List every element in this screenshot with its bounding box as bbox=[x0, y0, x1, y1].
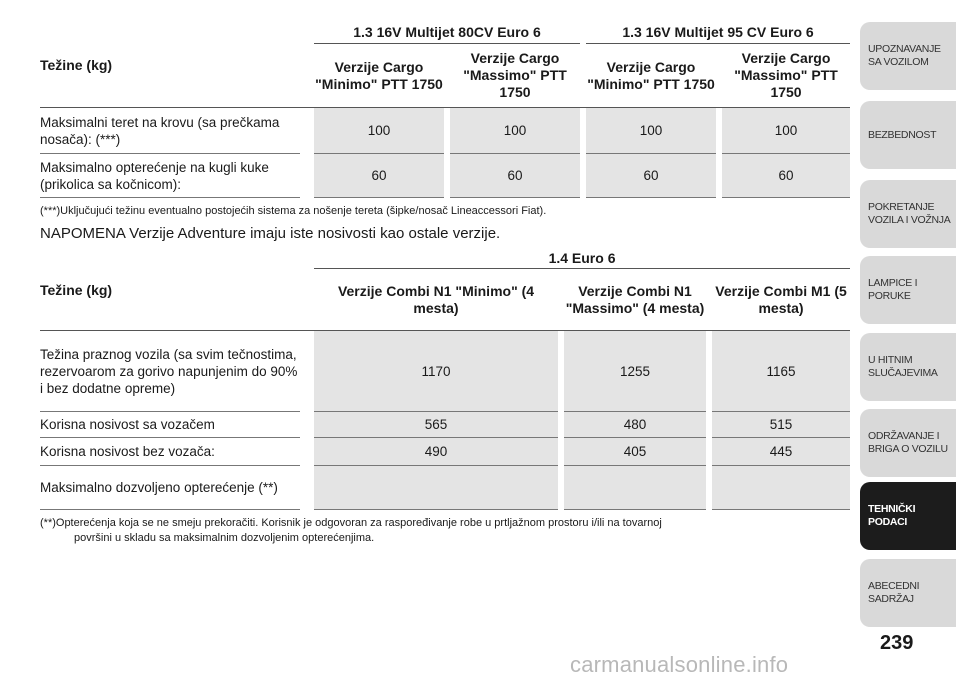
weights-table-cargo bbox=[40, 22, 850, 198]
engine-group-header: 1.3 16V Multijet 95 CV Euro 6 bbox=[586, 22, 850, 44]
value-cell bbox=[314, 466, 558, 510]
value-cell: 1255 bbox=[564, 331, 706, 412]
tab-hitni-slucajevi[interactable]: U HITNIM SLUČAJEVIMA bbox=[860, 333, 956, 401]
value-cell bbox=[712, 466, 850, 510]
tab-odrzavanje[interactable]: ODRŽAVANJE I BRIGA O VOZILU bbox=[860, 409, 956, 477]
value-cell: 60 bbox=[586, 154, 716, 198]
page-number: 239 bbox=[880, 632, 914, 654]
value-cell: 100 bbox=[314, 108, 444, 154]
footnote: (***)Uključujući težinu eventualno postojećih sistema za nošenje tereta (šipke/nosač Lineaccessori Fiat). bbox=[40, 205, 547, 217]
table-row bbox=[40, 466, 850, 510]
weights-label: Težine (kg) bbox=[40, 249, 300, 331]
tab-upoznavanje[interactable]: UPOZNAVANJE SA VOZILOM bbox=[860, 22, 956, 90]
value-cell: 100 bbox=[450, 108, 580, 154]
value-cell: 60 bbox=[314, 154, 444, 198]
table-row bbox=[40, 331, 850, 412]
engine-group-header: 1.3 16V Multijet 80CV Euro 6 bbox=[314, 22, 580, 44]
value-cell: 60 bbox=[722, 154, 850, 198]
tab-lampice[interactable]: LAMPICE I PORUKE bbox=[860, 256, 956, 324]
value-cell: 1170 bbox=[314, 331, 558, 412]
table-row bbox=[40, 108, 850, 154]
version-header: Verzije Cargo "Massimo" PTT 1750 bbox=[722, 44, 850, 108]
table-row bbox=[40, 154, 850, 198]
row-label: Maksimalno dozvoljeno opterećenje (**) bbox=[40, 466, 300, 510]
engine-group-header: 1.4 Euro 6 bbox=[314, 249, 850, 269]
value-cell: 515 bbox=[712, 412, 850, 438]
footnote: površini u skladu sa maksimalnim dozvoljenim opterećenjima. bbox=[74, 532, 375, 544]
version-header: Verzije Cargo "Massimo" PTT 1750 bbox=[450, 44, 580, 108]
row-label: Korisna nosivost sa vozačem bbox=[40, 412, 300, 438]
row-label: Težina praznog vozila (sa svim tečnostima, rezervoarom za gorivo napunjenim do 90% i bez dodatne opreme) bbox=[40, 331, 300, 412]
value-cell bbox=[564, 466, 706, 510]
row-label: Maksimalno opterećenje na kugli kuke (prikolica sa kočnicom): bbox=[40, 154, 300, 198]
version-header: Verzije Combi N1 "Massimo" (4 mesta) bbox=[564, 269, 706, 331]
tab-tehnicki-podaci[interactable]: TEHNIČKI PODACI bbox=[860, 482, 956, 550]
table-row bbox=[40, 412, 850, 438]
note-text: NAPOMENA Verzije Adventure imaju iste nosivosti kao ostale verzije. bbox=[40, 225, 501, 242]
tab-pokretanje[interactable]: POKRETANJE VOZILA I VOŽNJA bbox=[860, 180, 956, 248]
value-cell: 100 bbox=[586, 108, 716, 154]
value-cell: 1165 bbox=[712, 331, 850, 412]
value-cell: 445 bbox=[712, 438, 850, 466]
value-cell: 490 bbox=[314, 438, 558, 466]
row-label: Korisna nosivost bez vozača: bbox=[40, 438, 300, 466]
table-row bbox=[40, 438, 850, 466]
tab-abecedni-sadrzaj[interactable]: ABECEDNI SADRŽAJ bbox=[860, 559, 956, 627]
version-header: Verzije Cargo "Minimo" PTT 1750 bbox=[314, 44, 444, 108]
weights-table-combi bbox=[40, 249, 850, 510]
version-header: Verzije Combi N1 "Minimo" (4 mesta) bbox=[314, 269, 558, 331]
tab-bezbednost[interactable]: BEZBEDNOST bbox=[860, 101, 956, 169]
version-header: Verzije Cargo "Minimo" PTT 1750 bbox=[586, 44, 716, 108]
version-header: Verzije Combi M1 (5 mesta) bbox=[712, 269, 850, 331]
value-cell: 565 bbox=[314, 412, 558, 438]
chapter-sidebar bbox=[860, 0, 960, 678]
watermark: carmanualsonline.info bbox=[570, 652, 789, 677]
footnote: (**)Opterećenja koja se ne smeju prekoračiti. Korisnik je odgovoran za raspoređivanje robe u prtljažnom prostoru i/ili na tovarnoj bbox=[40, 517, 662, 529]
value-cell: 100 bbox=[722, 108, 850, 154]
value-cell: 60 bbox=[450, 154, 580, 198]
row-label: Maksimalni teret na krovu (sa prečkama nosača): (***) bbox=[40, 108, 300, 154]
weights-label: Težine (kg) bbox=[40, 22, 300, 108]
value-cell: 405 bbox=[564, 438, 706, 466]
value-cell: 480 bbox=[564, 412, 706, 438]
